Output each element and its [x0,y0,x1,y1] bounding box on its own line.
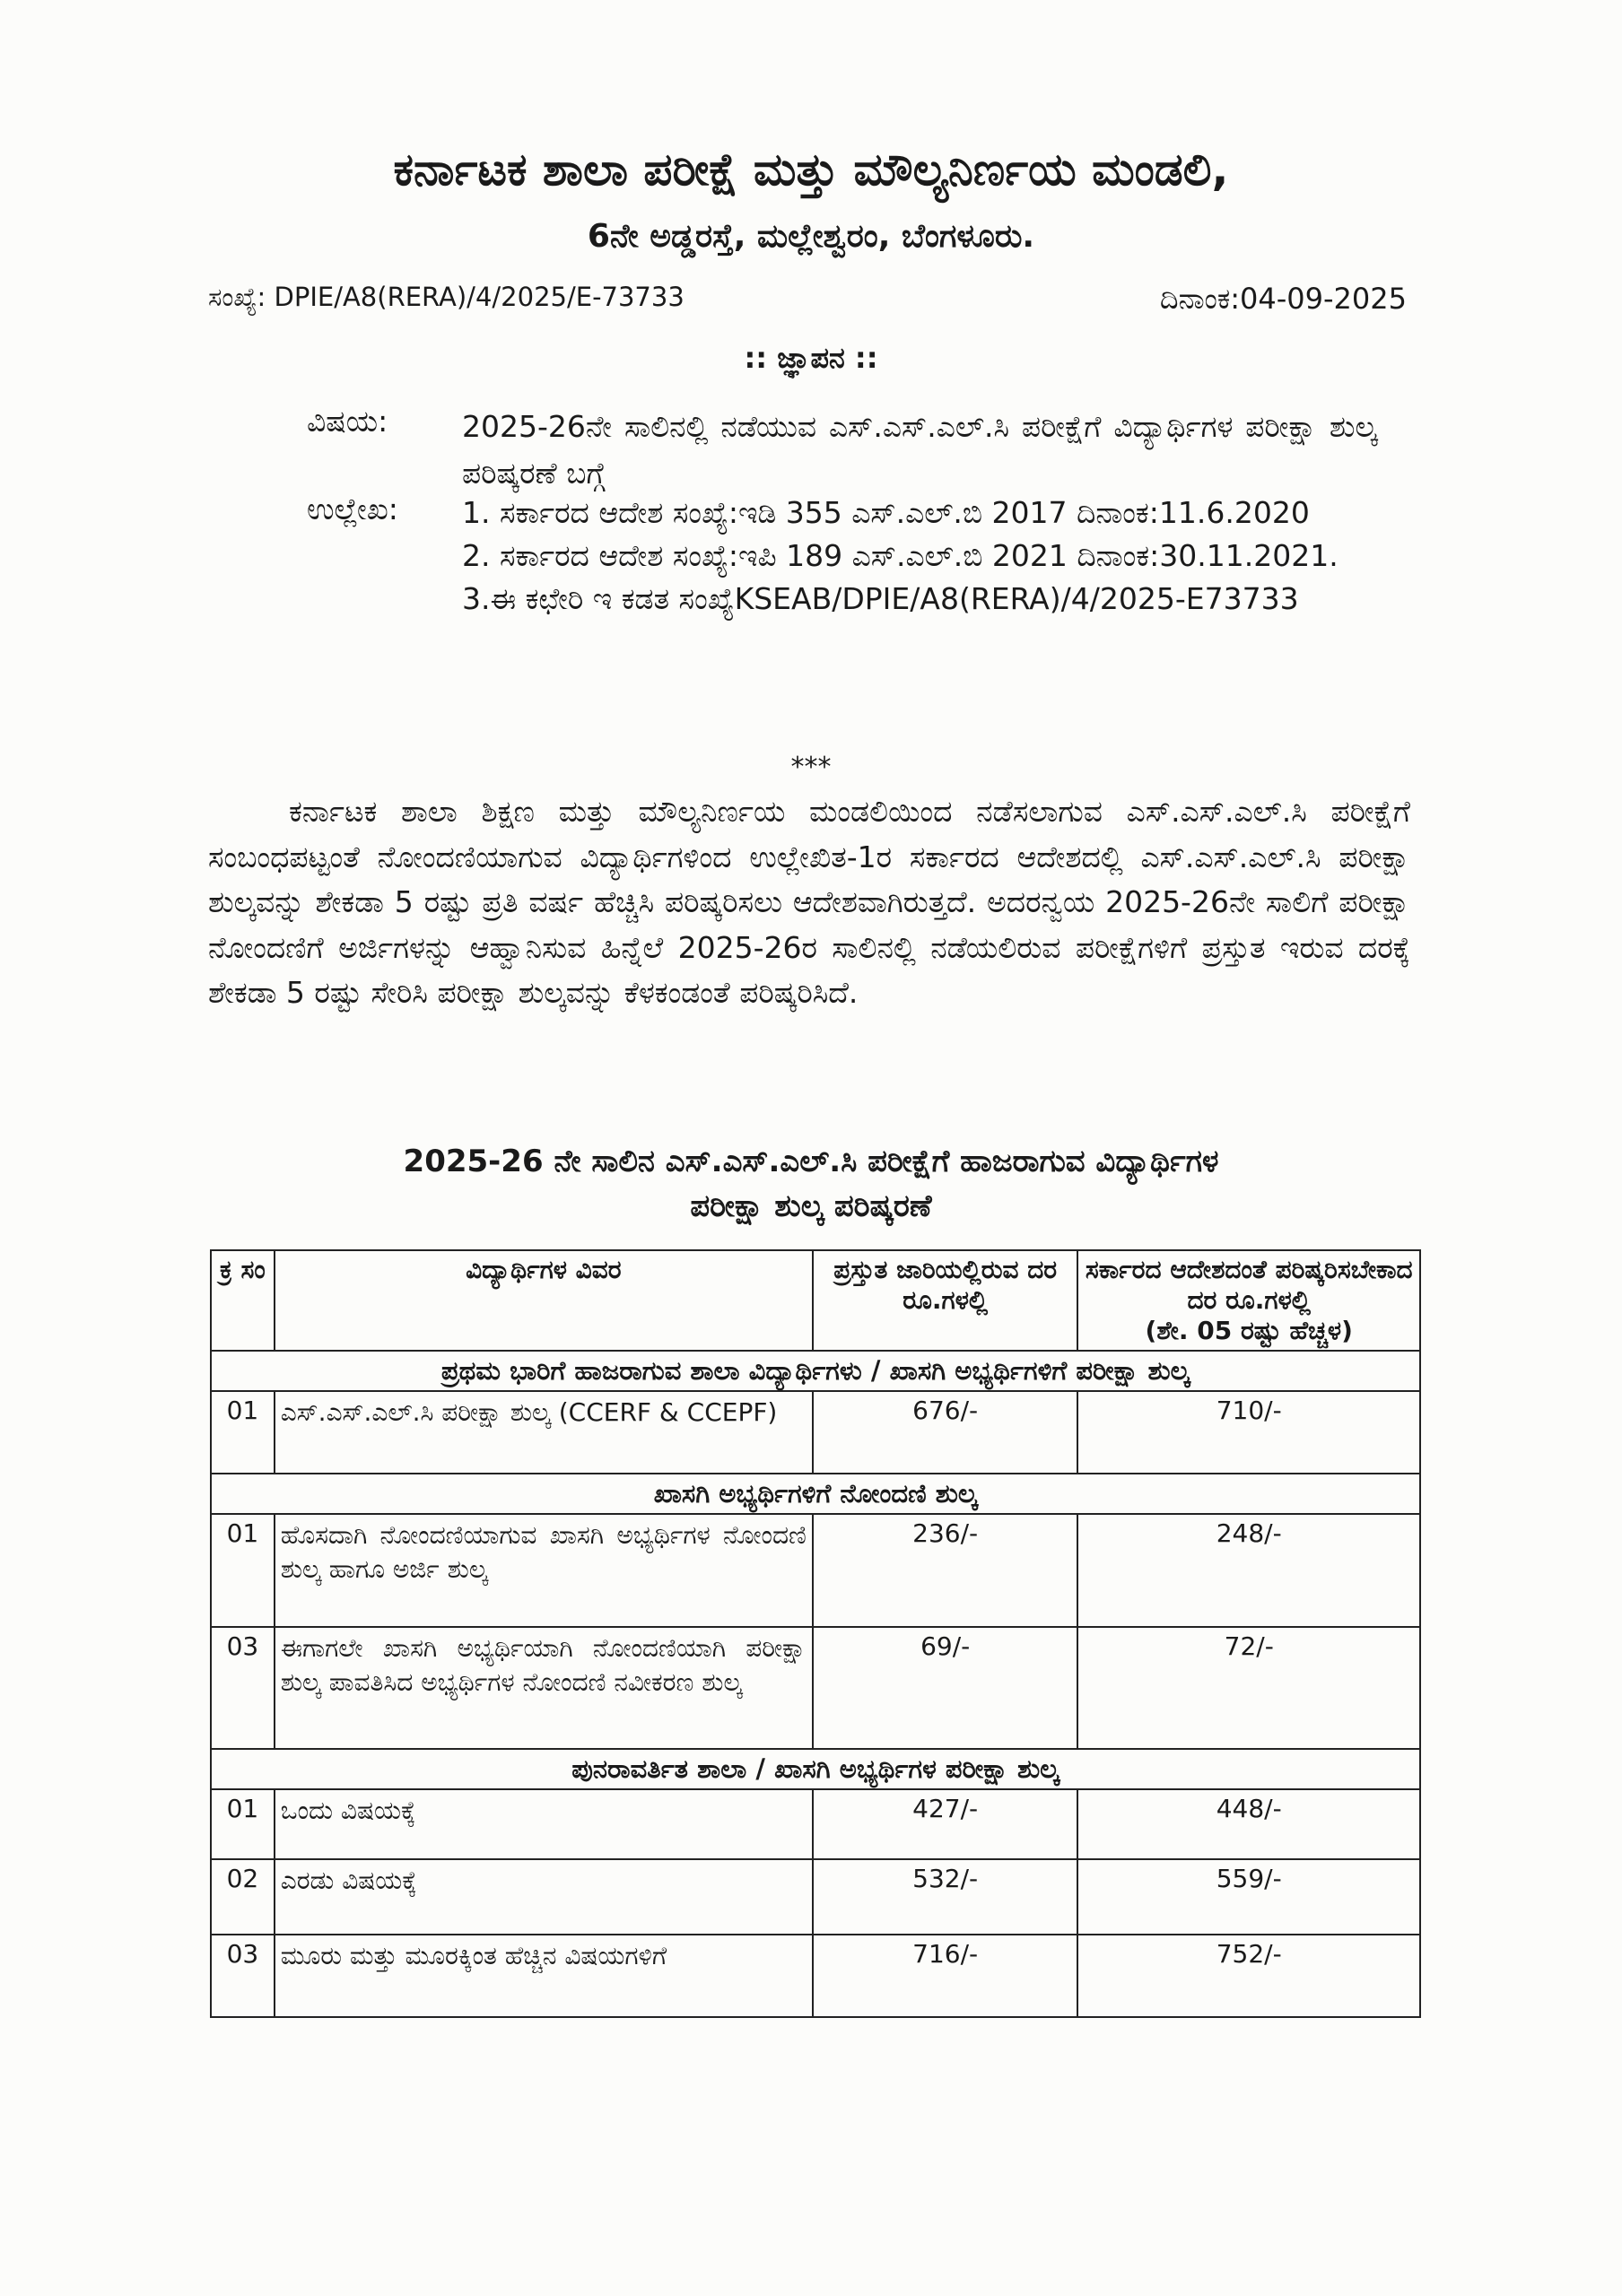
row-serial: 01 [211,1789,275,1859]
fee-table [210,1249,1421,2018]
row-description: ಮೂರು ಮತ್ತು ಮೂರಕ್ಕಿಂತ ಹೆಚ್ಚಿನ ವಿಷಯಗಳಿಗೆ [275,1935,813,2017]
body-paragraph: ಕರ್ನಾಟಕ ಶಾಲಾ ಶಿಕ್ಷಣ ಮತ್ತು ಮೌಲ್ಯನಿರ್ಣಯ ಮಂಡಲಿಯಿಂದ ನಡೆಸಲಾಗುವ ಎಸ್.ಎಸ್.ಎಲ್.ಸಿ ಪರೀಕ್ಷೆಗೆ ಸಂಬಂಧಪಟ್ಟಂತೆ ನೋಂದಣಿಯಾಗುವ ವಿದ್ಯಾರ್ಥಿಗಳಿಂದ ಉಲ್ಲೇಖಿತ-1ರ ಸರ್ಕಾರದ ಆದೇಶದಲ್ಲಿ ಎಸ್.ಎಸ್.ಎಲ್.ಸಿ ಪರೀಕ್ಷಾ ಶುಲ್ಕವನ್ನು ಶೇಕಡಾ 5 ರಷ್ಟು ಪ್ರತಿ ವರ್ಷ ಹೆಚ್ಚಿಸಿ ಪರಿಷ್ಕರಿಸಲು ಆದೇಶವಾಗಿರುತ್ತದೆ. ಅದರನ್ವಯ 2025-26ನೇ ಸಾಲಿಗೆ ಪರೀಕ್ಷಾ ನೋಂದಣಿಗೆ ಅರ್ಜಿಗಳನ್ನು ಆಹ್ವಾನಿಸುವ ಹಿನ್ನೆಲೆ 2025-26ರ ಸಾಲಿನಲ್ಲಿ ನಡೆಯಲಿರುವ ಪರೀಕ್ಷೆಗಳಿಗೆ ಪ್ರಸ್ತುತ ಇರುವ ದರಕ್ಕೆ ಶೇಕಡಾ 5 ರಷ್ಟು ಸೇರಿಸಿ ಪರೀಕ್ಷಾ ಶುಲ್ಕವನ್ನು ಕೆಳಕಂಡಂತೆ ಪರಿಷ್ಕರಿಸಿದೆ. [208,794,1410,1010]
section-title: ಪುನರಾವರ್ತಿತ ಶಾಲಾ / ಖಾಸಗಿ ಅಭ್ಯರ್ಥಿಗಳ ಪರೀಕ್ಷಾ ಶುಲ್ಕ [211,1749,1420,1789]
header-revised-rate [1077,1250,1420,1351]
row-description: ಎರಡು ವಿಷಯಕ್ಕೆ [275,1859,813,1935]
row-revised-rate: 559/- [1077,1859,1420,1935]
section-row [211,1351,1420,1391]
table-row [211,1859,1420,1935]
row-description: ಹೊಸದಾಗಿ ನೋಂದಣಿಯಾಗುವ ಖಾಸಗಿ ಅಭ್ಯರ್ಥಿಗಳ ನೋಂದಣಿ ಶುಲ್ಕ ಹಾಗೂ ಅರ್ಜಿ ಶುಲ್ಕ [275,1514,813,1627]
table-title-line1: 2025-26 ನೇ ಸಾಲಿನ ಎಸ್.ಎಸ್.ಎಲ್.ಸಿ ಪರೀಕ್ಷೆಗೆ ಹಾಜರಾಗುವ ವಿದ್ಯಾರ್ಥಿಗಳ [403,1144,1219,1179]
row-revised-rate: 448/- [1077,1789,1420,1859]
header-description: ವಿದ್ಯಾರ್ಥಿಗಳ ವಿವರ [275,1250,813,1351]
row-current-rate: 532/- [813,1859,1078,1935]
row-current-rate: 69/- [813,1627,1078,1749]
row-revised-rate: 752/- [1077,1935,1420,2017]
notice-heading: :: ಜ್ಞಾಪನ :: [744,341,878,375]
reference-number: ಸಂಖ್ಯೆ: DPIE/A8(RERA)/4/2025/E-73733 [208,282,685,312]
row-current-rate: 427/- [813,1789,1078,1859]
document-date: ದಿನಾಂಕ:04-09-2025 [1159,282,1407,316]
separator: *** [790,752,832,783]
references-label: ಉಲ್ಲೇಖ: [307,491,398,526]
row-serial: 01 [211,1514,275,1627]
reference-item: 1. ಸರ್ಕಾರದ ಆದೇಶ ಸಂಖ್ಯೆ:ಇಡಿ 355 ಎಸ್.ಎಲ್.ಬಿ 2017 ದಿನಾಂಕ:11.6.2020 [462,495,1310,530]
table-row [211,1514,1420,1627]
subject-text: 2025-26ನೇ ಸಾಲಿನಲ್ಲಿ ನಡೆಯುವ ಎಸ್.ಎಸ್.ಎಲ್.ಸಿ ಪರೀಕ್ಷೆಗೆ ವಿದ್ಯಾರ್ಥಿಗಳ ಪರೀಕ್ಷಾ ಶುಲ್ಕ ಪರಿಷ್ಕರಣೆ ಬಗ್ಗೆ [462,409,1377,491]
section-title: ಖಾಸಗಿ ಅಭ್ಯರ್ಥಿಗಳಿಗೆ ನೋಂದಣಿ ಶುಲ್ಕ [211,1474,1420,1514]
subject-label: ವಿಷಯ: [307,404,388,439]
header-revised-label: ಸರ್ಕಾರದ ಆದೇಶದಂತೆ ಪರಿಷ್ಕರಿಸಬೇಕಾದ ದರ ರೂ.ಗಳಲ್ಲಿ [1085,1255,1413,1315]
row-description: ಒಂದು ವಿಷಯಕ್ಕೆ [275,1789,813,1859]
row-serial: 02 [211,1859,275,1935]
row-revised-rate: 248/- [1077,1514,1420,1627]
board-address: 6ನೇ ಅಡ್ಡರಸ್ತೆ, ಮಲ್ಲೇಶ್ವರಂ, ಬೆಂಗಳೂರು. [587,218,1035,255]
board-title: ಕರ್ನಾಟಕ ಶಾಲಾ ಪರೀಕ್ಷೆ ಮತ್ತು ಮೌಲ್ಯನಿರ್ಣಯ ಮಂಡಲಿ, [393,144,1229,196]
header-current-rate: ಪ್ರಸ್ತುತ ಜಾರಿಯಲ್ಲಿರುವ ದರ ರೂ.ಗಳಲ್ಲಿ [813,1250,1078,1351]
table-row [211,1935,1420,2017]
section-row [211,1749,1420,1789]
reference-item: 3.ಈ ಕಛೇರಿ ಇ ಕಡತ ಸಂಖ್ಯೆKSEAB/DPIE/A8(RERA)/4/2025-E73733 [462,581,1299,616]
table-row [211,1789,1420,1859]
row-serial: 03 [211,1935,275,2017]
section-title: ಪ್ರಥಮ ಭಾರಿಗೆ ಹಾಜರಾಗುವ ಶಾಲಾ ವಿದ್ಯಾರ್ಥಿಗಳು / ಖಾಸಗಿ ಅಭ್ಯರ್ಥಿಗಳಿಗೆ ಪರೀಕ್ಷಾ ಶುಲ್ಕ [211,1351,1420,1391]
row-serial: 01 [211,1391,275,1474]
table-title-line2: ಪರೀಕ್ಷಾ ಶುಲ್ಕ ಪರಿಷ್ಕರಣೆ [690,1188,932,1224]
table-title [0,1139,1622,1229]
row-current-rate: 676/- [813,1391,1078,1474]
header-serial: ಕ್ರ ಸಂ [211,1250,275,1351]
table-row [211,1627,1420,1749]
row-revised-rate: 710/- [1077,1391,1420,1474]
row-revised-rate: 72/- [1077,1627,1420,1749]
section-row [211,1474,1420,1514]
table-header-row [211,1250,1420,1351]
row-current-rate: 716/- [813,1935,1078,2017]
references-list [462,491,1395,621]
table-row [211,1391,1420,1474]
header-revised-note: (ಶೇ. 05 ರಷ್ಟು ಹೆಚ್ಚಳ) [1145,1316,1353,1345]
row-description: ಈಗಾಗಲೇ ಖಾಸಗಿ ಅಭ್ಯರ್ಥಿಯಾಗಿ ನೋಂದಣಿಯಾಗಿ ಪರೀಕ್ಷಾ ಶುಲ್ಕ ಪಾವತಿಸಿದ ಅಭ್ಯರ್ಥಿಗಳ ನೋಂದಣಿ ನವೀಕರಣ ಶುಲ್ಕ [275,1627,813,1749]
row-description: ಎಸ್.ಎಸ್.ಎಲ್.ಸಿ ಪರೀಕ್ಷಾ ಶುಲ್ಕ (CCERF & CCEPF) [275,1391,813,1474]
row-current-rate: 236/- [813,1514,1078,1627]
row-serial: 03 [211,1627,275,1749]
reference-item: 2. ಸರ್ಕಾರದ ಆದೇಶ ಸಂಖ್ಯೆ:ಇಪಿ 189 ಎಸ್.ಎಲ್.ಬಿ 2021 ದಿನಾಂಕ:30.11.2021. [462,538,1339,573]
